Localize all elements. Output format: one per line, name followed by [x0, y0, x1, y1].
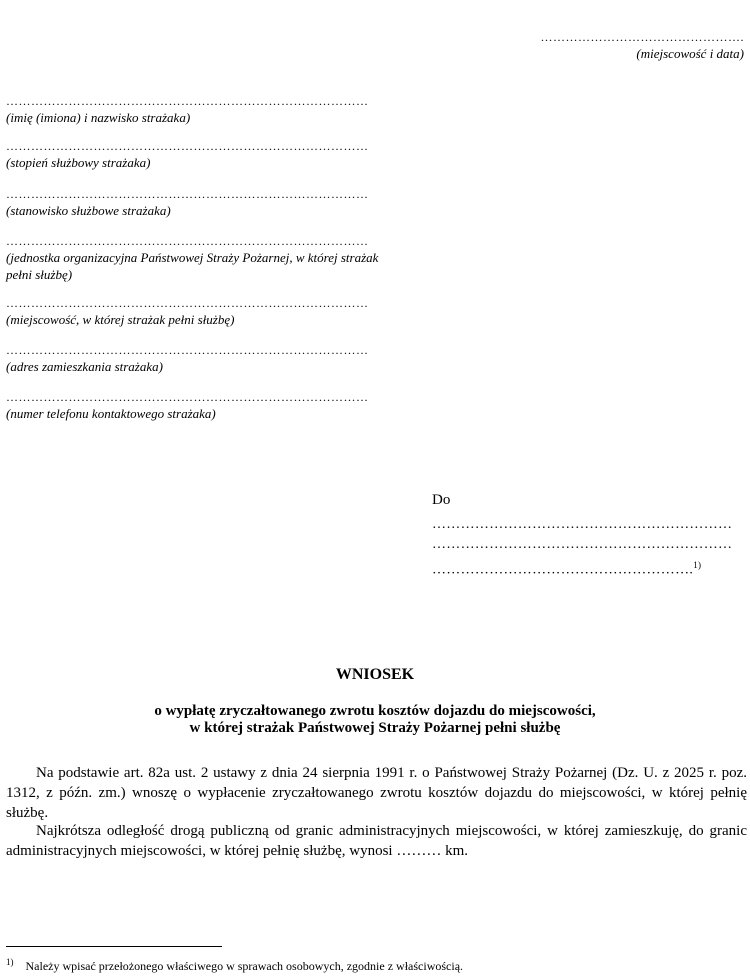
field-unit [6, 234, 406, 283]
addressee-footnote-ref: 1) [693, 560, 702, 570]
addressee-line-3[interactable] [432, 555, 750, 581]
field-rank-label: (stopień służbowy strażaka) [6, 155, 151, 170]
field-full-name [6, 94, 406, 126]
field-full-name-label: (imię (imiona) i nazwisko strażaka) [6, 110, 191, 125]
field-unit-dots[interactable]: …………………………………………………………………………… [6, 234, 369, 248]
field-position [6, 187, 406, 219]
field-phone-dots[interactable]: …………………………………………………………………………… [6, 390, 369, 404]
field-home-address-dots[interactable]: …………………………………………………………………………… [6, 343, 369, 357]
field-phone [6, 390, 406, 422]
addressee-line-3-dots[interactable]: ………………………………………………. [432, 562, 694, 578]
addressee-line-2[interactable]: ……………………………………………………… [432, 537, 733, 552]
field-full-name-dots[interactable]: …………………………………………………………………………… [6, 94, 369, 108]
field-service-place-dots[interactable]: …………………………………………………………………………… [6, 296, 369, 310]
date-place-dots[interactable]: …………………………………………. [540, 30, 744, 44]
date-place-label: (miejscowość i data) [636, 46, 744, 61]
addressee-block [432, 492, 750, 581]
field-rank-dots[interactable]: …………………………………………………………………………… [6, 139, 369, 153]
footnote-text: Należy wpisać przełożonego właściwego w sprawach osobowych, zgodnie z właściwością. [25, 959, 464, 973]
field-unit-label: (jednostka organizacyjna Państwowej Straży Pożarnej, w której strażak pełni służbę) [6, 250, 379, 282]
body-paragraph-legal-basis: Na podstawie art. 82a ust. 2 ustawy z dnia 24 sierpnia 1991 r. o Państwowej Straży Pożarnej (Dz. U. z 2025 r. poz. 1312, z późn. zm.) wnoszę o wypłacenie zryczałtowanego zwrotu kosztów dojazdu do miejscowości, w której pełnię służbę. [6, 765, 747, 821]
field-position-dots[interactable]: …………………………………………………………………………… [6, 187, 369, 201]
field-home-address-label: (adres zamieszkania strażaka) [6, 359, 163, 374]
addressee-label: Do [432, 492, 451, 508]
footnote-divider [6, 946, 222, 947]
footnote-mark: 1) [6, 957, 14, 967]
field-position-label: (stanowisko służbowe strażaka) [6, 203, 171, 218]
document-subtitle-line-1: o wypłatę zryczałtowanego zwrotu kosztów dojazdu do miejscowości, [154, 703, 596, 719]
document-subtitle [0, 703, 750, 737]
field-home-address [6, 343, 406, 375]
field-phone-label: (numer telefonu kontaktowego strażaka) [6, 406, 216, 421]
document-title: WNIOSEK [335, 666, 415, 683]
field-rank [6, 139, 406, 171]
field-service-place-label: (miejscowość, w której strażak pełni służbę) [6, 312, 235, 327]
body-paragraph-distance: Najkrótsza odległość drogą publiczną od granic administracyjnych miejscowości, w której zamieszkuję, do granic administracyjnych miejscowości, w której pełnię służbę, wynosi ……… km. [6, 823, 747, 859]
date-place-block [541, 30, 745, 62]
addressee-line-1[interactable]: ……………………………………………………… [432, 517, 733, 532]
footnote [6, 957, 463, 974]
field-service-place [6, 296, 406, 328]
document-subtitle-line-2: w której strażak Państwowej Straży Pożarnej pełni służbę [189, 720, 561, 736]
